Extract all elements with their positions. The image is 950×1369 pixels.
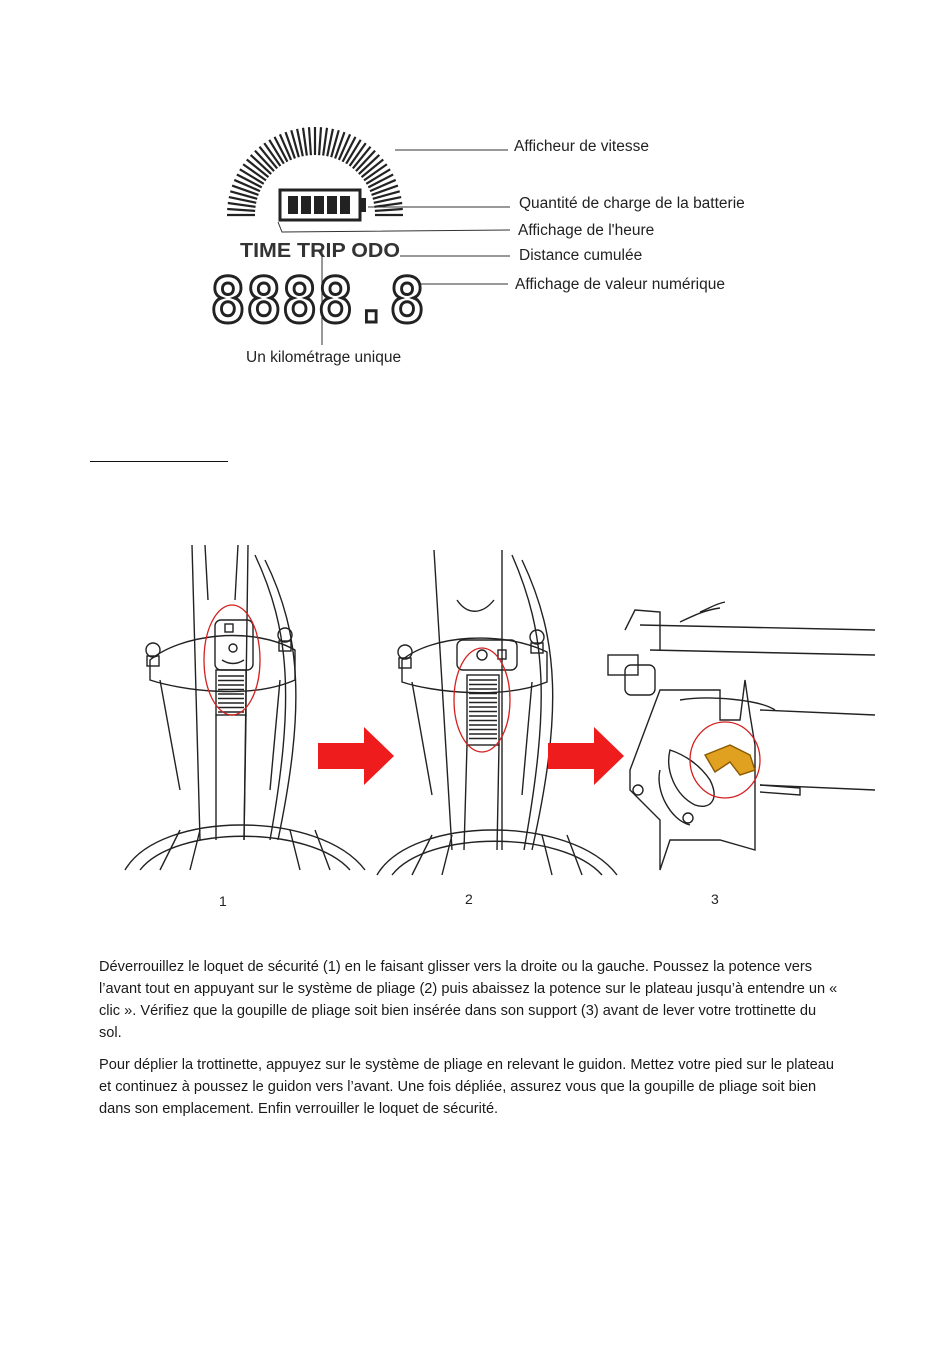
instruction-paragraph-unfold: Pour déplier la trottinette, appuyez sur le système de pliage en relevant le guidon. Mettez votre pied sur le plateau et continuez à poussez le guidon vers l’avant. Une fois dépliée, assurez vous que la goupille de pliage soit bien dans son emplacement. Enfin verrouiller le loquet de sécurité.	[99, 1057, 834, 1117]
folding-step-2-illustration	[372, 540, 622, 880]
mode-labels: TIME TRIP ODO	[240, 240, 400, 262]
callout-lines	[0, 0, 950, 420]
callout-speed: Afficheur de vitesse	[514, 138, 649, 155]
instruction-paragraph-fold: Déverrouillez le loquet de sécurité (1) en le faisant glisser vers la droite ou la gauche. Poussez la potence vers l’avant tout en appuyant sur le système de pliage (2) puis abaissez la potence sur le plateau jusqu’à entendre un « clic ». Vérifiez que la goupille de pliage soit bien insérée dans son support (3) avant de lever votre trottinette du sol.	[99, 959, 838, 1041]
callout-numeric: Affichage de valeur numérique	[515, 276, 725, 293]
step-label-3: 3	[711, 891, 719, 907]
speed-gauge-icon	[200, 115, 430, 375]
step-label-2: 2	[465, 891, 473, 907]
folding-step-1-illustration	[120, 540, 370, 880]
section-rule	[90, 461, 228, 462]
battery-icon	[280, 190, 366, 220]
folding-step-3-illustration	[600, 540, 880, 880]
folding-pin	[705, 745, 755, 775]
numeric-display: 8888.8	[210, 264, 425, 337]
step-label-1: 1	[219, 893, 227, 909]
dashboard-display	[200, 115, 430, 375]
callout-distance: Distance cumulée	[519, 247, 643, 264]
callout-battery: Quantité de charge de la batterie	[519, 195, 745, 212]
single-trip-label: Un kilométrage unique	[246, 349, 402, 366]
callout-time: Affichage de l'heure	[518, 222, 655, 239]
